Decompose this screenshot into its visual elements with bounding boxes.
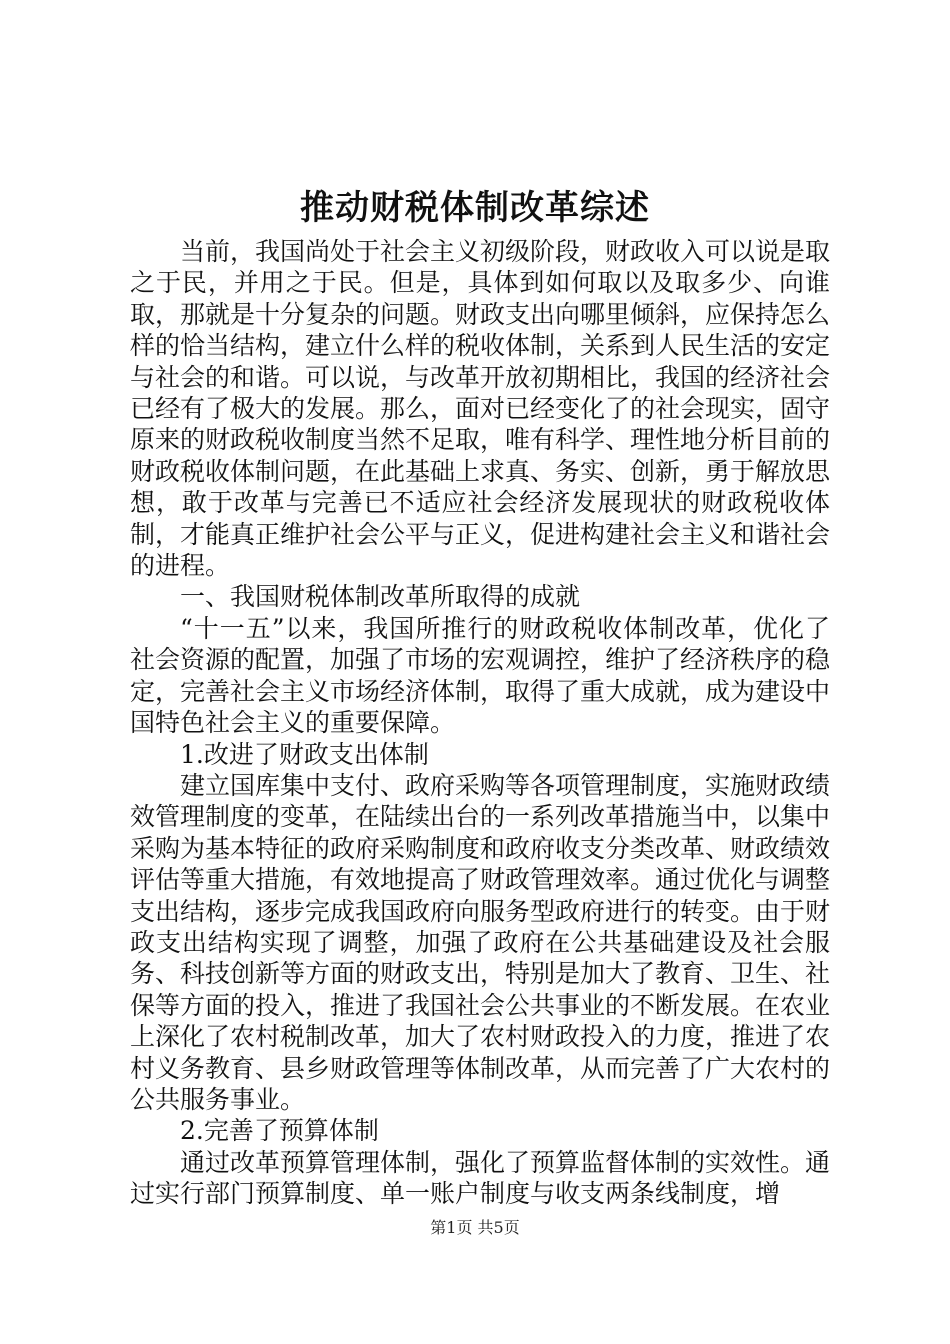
- document-body: [130, 236, 830, 1210]
- section-heading-achievements: 一、我国财税体制改革所取得的成就: [180, 582, 581, 612]
- subheading-expenditure: 1.改进了财政支出体制: [180, 739, 429, 769]
- achievements-paragraph: “十一五”以来，我国所推行的财政税收体制改革，优化了社会资源的配置，加强了市场的宏观调控，维护了经济秩序的稳定，完善社会主义市场经济体制，取得了重大成就，成为建设中国特色社会主义的重要保障。: [130, 613, 831, 738]
- document-title: 推动财税体制改革综述: [300, 188, 650, 228]
- expenditure-paragraph: 建立国库集中支付、政府采购等各项管理制度，实施财政绩效管理制度的变革，在陆续出台的一系列改革措施当中，以集中采购为基本特征的政府采购制度和政府收支分类改革、财政绩效评估等重大措施，有效地提高了财政管理效率。通过优化与调整支出结构，逐步完成我国政府向服务型政府进行的转变。由于财政支出结构实现了调整，加强了政府在公共基础建设及社会服务、科技创新等方面的财政支出，特别是加大了教育、卫生、社保等方面的投入，推进了我国社会公共事业的不断发展。在农业上深化了农村税制改革，加大了农村财政投入的力度，推进了农村义务教育、县乡财政管理等体制改革，从而完善了广大农村的公共服务事业。: [130, 770, 831, 1114]
- subheading-budget: 2.完善了预算体制: [180, 1116, 379, 1146]
- page-number-footer: 第1页 共5页: [430, 1218, 520, 1237]
- intro-paragraph: 当前，我国尚处于社会主义初级阶段，财政收入可以说是取之于民，并用之于民。但是，具体到如何取以及取多少、向谁取，那就是十分复杂的问题。财政支出向哪里倾斜，应保持怎么样的恰当结构，建立什么样的税收体制，关系到人民生活的安定与社会的和谐。可以说，与改革开放初期相比，我国的经济社会已经有了极大的发展。那么，面对已经变化了的社会现实，固守原来的财政税收制度当然不足取，唯有科学、理性地分析目前的财政税收体制问题，在此基础上求真、务实、创新，勇于解放思想，敢于改革与完善已不适应社会经济发展现状的财政税收体制，才能真正维护社会公平与正义，促进构建社会主义和谐社会的进程。: [130, 237, 831, 581]
- budget-paragraph: 通过改革预算管理体制，强化了预算监督体制的实效性。通过实行部门预算制度、单一账户制度与收支两条线制度，增: [130, 1147, 831, 1209]
